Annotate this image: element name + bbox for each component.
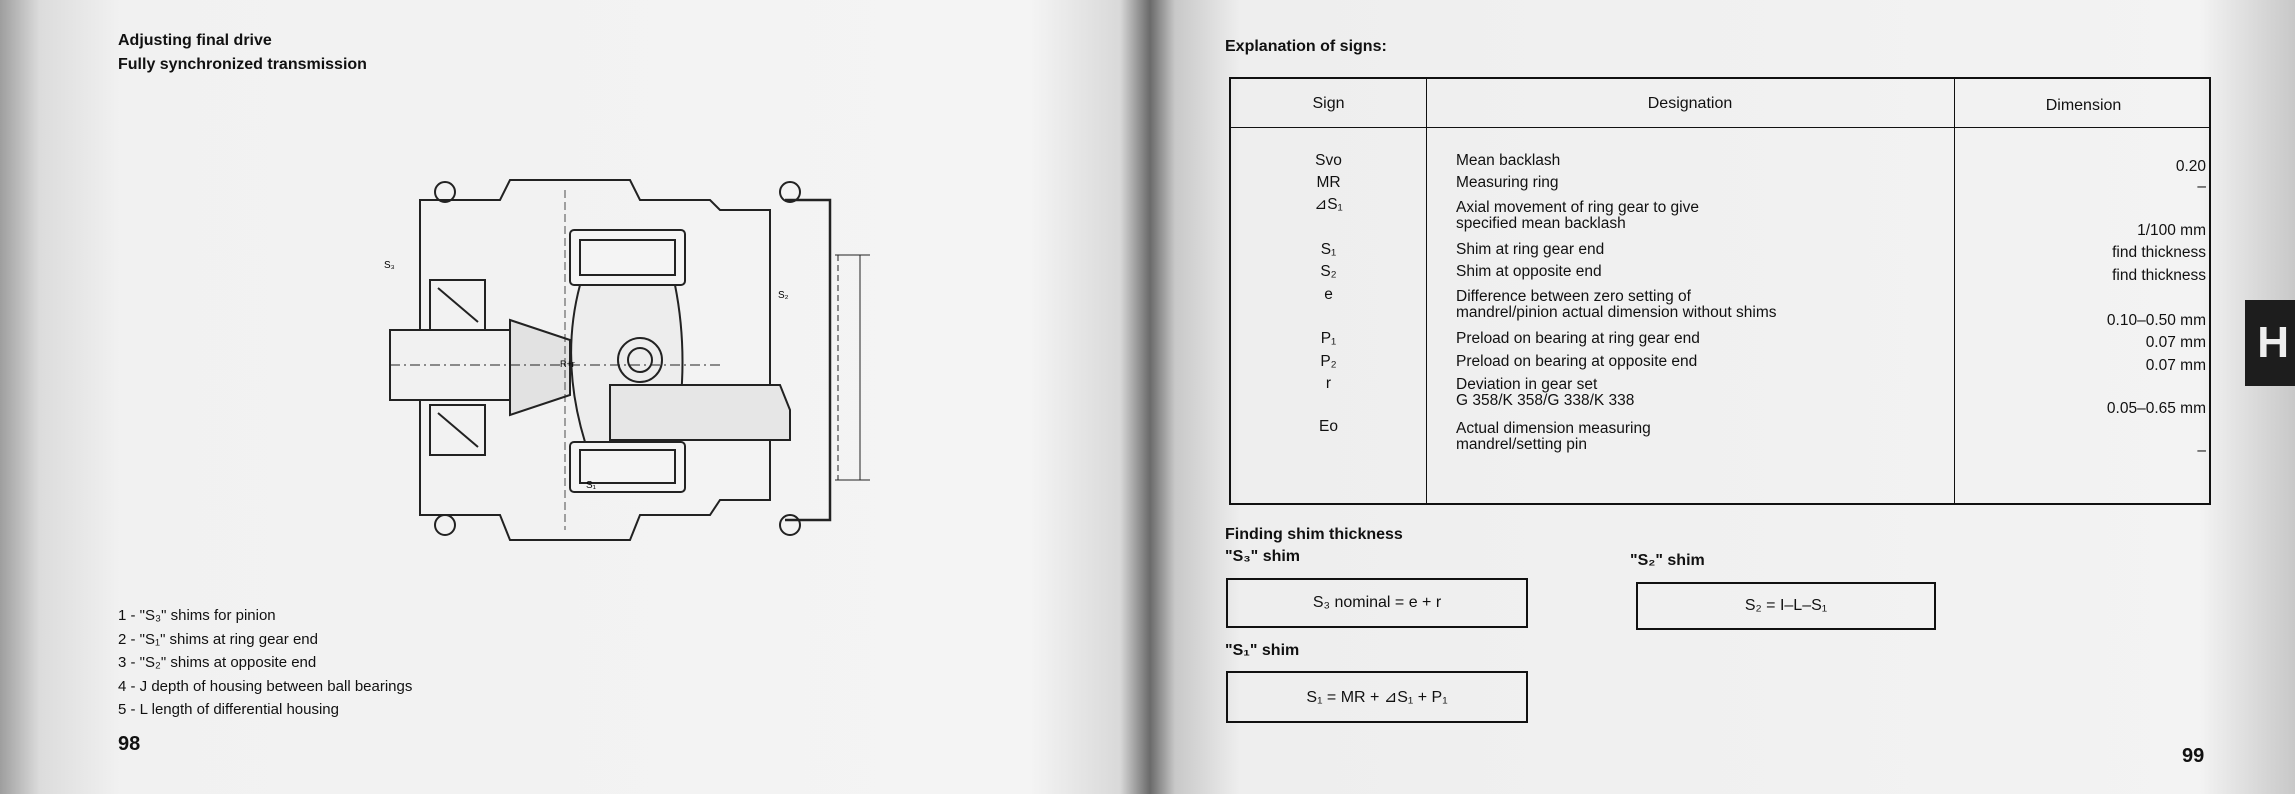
table-cell-dimension: 0.20 <box>2175 158 2206 175</box>
header-divider <box>1231 127 2209 128</box>
final-drive-cross-section-diagram <box>384 170 870 560</box>
table-cell-sign: Eo <box>1319 418 1338 435</box>
table-cell-dimension: find thickness <box>2112 267 2206 284</box>
header-sign: Sign <box>1312 95 1345 112</box>
table-cell-designation: Preload on bearing at ring gear end <box>1456 330 1700 347</box>
table-cell-dimension: 0.07 mm <box>2145 357 2206 374</box>
table-cell-dimension: 0.05–0.65 mm <box>2106 400 2206 417</box>
table-cell-dimension: find thickness <box>2112 244 2206 261</box>
table-cell-designation: Difference between zero setting of mandrel/pinion actual dimension without shims <box>1456 288 1777 321</box>
table-cell-sign: MR <box>1316 174 1341 191</box>
section-heading: Adjusting final drive <box>118 32 272 49</box>
table-cell-designation: Actual dimension measuring mandrel/setting pin <box>1456 420 1651 453</box>
s1-formula: S₁ = MR + ⊿S₁ + P₁ <box>1306 689 1448 706</box>
legend-item: 4 - J depth of housing between ball bearings <box>118 677 413 695</box>
table-cell-designation: Deviation in gear set G 358/K 358/G 338/K 338 <box>1456 376 1635 409</box>
table-cell-sign: S₂ <box>1320 263 1337 280</box>
label-s3: S₃ <box>384 260 395 271</box>
label-s1: S₁ <box>586 480 597 491</box>
table-cell-sign: S₁ <box>1320 241 1337 258</box>
table-cell-designation: Axial movement of ring gear to give specified mean backlash <box>1456 199 1699 232</box>
page-number-left: 98 <box>118 733 141 755</box>
table-cell-sign: r <box>1325 375 1332 392</box>
figure-legend <box>118 604 412 722</box>
section-subheading: Fully synchronized transmission <box>118 56 367 73</box>
s3-shim-label: "S₃" shim <box>1225 548 1301 565</box>
legend-item: 5 - L length of differential housing <box>118 701 339 718</box>
legend-item: 2 - "S₁" shims at ring gear end <box>118 630 318 648</box>
table-cell-designation: Mean backlash <box>1456 152 1561 169</box>
table-cell-designation: Shim at opposite end <box>1456 263 1602 280</box>
legend-item: 3 - "S₂" shims at opposite end <box>118 654 317 671</box>
s3-formula-box <box>1226 578 1528 628</box>
column-divider <box>1426 79 1427 503</box>
finding-shim-heading: Finding shim thickness <box>1225 526 1403 543</box>
signs-table <box>1229 77 2211 505</box>
table-cell-designation: Preload on bearing at opposite end <box>1456 353 1698 370</box>
label-s2: S₂ <box>778 290 789 301</box>
header-designation: Designation <box>1647 95 1733 112</box>
s2-shim-label: "S₂" shim <box>1630 552 1705 569</box>
s3-formula: S₃ nominal = e + r <box>1312 594 1442 611</box>
table-cell-dimension: 1/100 mm <box>2137 222 2206 239</box>
table-cell-sign: ⊿S₁ <box>1314 196 1343 213</box>
table-cell-dimension: 0.07 mm <box>2145 334 2206 351</box>
s1-formula-box <box>1226 671 1528 723</box>
s2-formula: S₂ = I–L–S₁ <box>1744 597 1828 614</box>
table-cell-designation: Measuring ring <box>1456 174 1559 191</box>
page-number-right: 99 <box>2182 745 2205 767</box>
legend-item: 1 - "S₃" shims for pinion <box>118 607 276 624</box>
right-page <box>1160 0 2295 794</box>
table-cell-sign: P₂ <box>1320 353 1337 370</box>
table-cell-sign: e <box>1324 286 1333 303</box>
s1-shim-label: "S₁" shim <box>1225 642 1300 659</box>
explanation-heading: Explanation of signs: <box>1225 38 1387 55</box>
table-cell-dimension: – <box>2197 178 2206 195</box>
s2-formula-box <box>1636 582 1936 630</box>
table-cell-dimension: 0.10–0.50 mm <box>2106 312 2206 329</box>
table-cell-dimension: – <box>2197 442 2206 459</box>
label-r-plus-r: R+r <box>560 359 575 369</box>
table-cell-designation: Shim at ring gear end <box>1456 241 1605 258</box>
section-thumb-tab: H <box>2245 300 2295 386</box>
table-cell-sign: Svo <box>1315 152 1342 169</box>
header-dimension: Dimension <box>2045 97 2122 114</box>
table-cell-sign: P₁ <box>1320 330 1337 347</box>
